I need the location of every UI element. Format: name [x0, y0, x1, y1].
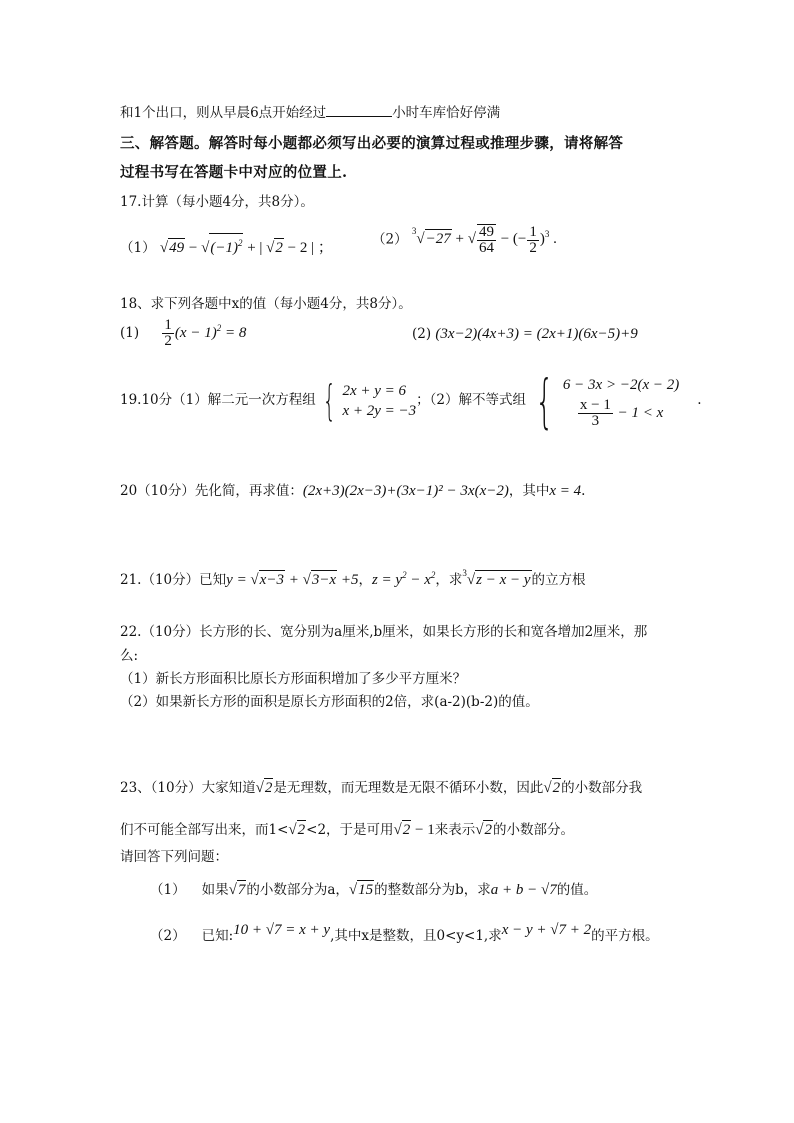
- system2-eq1: 6 − 3x > −2(x − 2): [562, 377, 680, 393]
- q18-part2: [412, 325, 638, 343]
- q17-part1-label: （1）: [120, 240, 156, 256]
- q23-p2-label: （2）: [150, 928, 186, 944]
- q17-part2: [372, 224, 557, 256]
- q20-mid: ，其中: [508, 483, 550, 499]
- q23-p2c: 的平方根。: [591, 928, 659, 944]
- q23-p1a: 如果: [201, 882, 229, 898]
- sqrt2-a: √2: [255, 780, 273, 796]
- q23-expr-eq: 10 + √7 = x + y: [233, 922, 331, 938]
- q21-text: 21.（10分）已知: [120, 572, 227, 588]
- q23-l2a: 们不可能全部写出来，而1<: [120, 822, 289, 838]
- q17-part1-expr: $√49 - √(-1)^2$ + | √2 − 2 | ；: [160, 240, 333, 256]
- sqrt15: √15: [348, 882, 374, 898]
- system1-eq1: 2x + y = 6: [342, 382, 407, 399]
- q23-p1-label: （1）: [150, 882, 186, 898]
- sqrt7: √7: [228, 882, 246, 898]
- q19-line: [120, 366, 702, 435]
- q23-p2a: 已知:: [201, 928, 234, 944]
- q18-title: 18、求下列各题中x的值（每小题4分，共8分）。: [120, 296, 412, 312]
- q17-title: 17.计算（每小题4分，共8分）。: [120, 194, 314, 210]
- q21-end: 的立方根: [531, 572, 586, 588]
- q23-l1c: 的小数部分我: [561, 780, 643, 796]
- sqrt2-minus-1: √2 − 1: [393, 822, 435, 838]
- q21-line: [120, 566, 586, 589]
- q20-cond: x = 4: [549, 483, 582, 499]
- q19-intro: 19.10分（1）解二元一次方程组: [120, 392, 316, 408]
- q18-part1-label: (1): [120, 324, 140, 341]
- left-brace-2: {: [535, 366, 554, 435]
- q23-line2: [120, 820, 574, 839]
- q23-p1c: 的整数部分为b，求: [374, 882, 491, 898]
- q21-expr3: $^3$√z − x − y: [462, 568, 531, 588]
- q23-part1: [150, 880, 597, 899]
- q23-p1d: 的值。: [556, 882, 598, 898]
- q23-expr-ab: a + b − √7: [490, 882, 557, 898]
- q23-expr-xy: x − y + √7 + 2: [501, 922, 592, 938]
- q18-part2-label: (2): [412, 326, 432, 342]
- q22-part2: （2）如果新长方形的面积是原长方形面积的2倍，求(a-2)(b-2)的值。: [120, 694, 539, 710]
- left-brace-1: {: [322, 375, 336, 425]
- q23-line3: 请回答下列问题：: [120, 849, 228, 865]
- q19-end: .: [697, 392, 702, 408]
- q23-p1b: 的小数部分为a，: [246, 882, 349, 898]
- q23-part2: [150, 922, 659, 945]
- q19-mid: ；（2）解不等式组: [416, 392, 527, 408]
- q23-l2d: 的小数部分。: [492, 822, 574, 838]
- q21-expr1: y = √x−3 + √3−x +5: [226, 572, 359, 588]
- section-heading-line2: 过程书写在答题卡中对应的位置上.: [120, 164, 348, 181]
- section-heading-line1: 三、解答题。解答时每小题都必须写出必要的演算过程或推理步骤，请将解答: [120, 135, 624, 152]
- q23-l1b: 是无理数，而无理数是无限不循环小数，因此: [273, 780, 544, 796]
- q22-line2: 么:: [120, 648, 139, 664]
- q17-part1: [120, 233, 333, 257]
- q21-expr2: $z = y^2 - x^2$: [371, 570, 436, 588]
- system1-eq2: x + 2y = −3: [342, 402, 417, 419]
- q18-part2-expr: (3x−2)(4x+3) = (2x+1)(6x−5)+9: [435, 326, 638, 342]
- q23-l2b: <2，于是可用: [306, 822, 394, 838]
- q22-part1: （1）新长方形面积比原长方形面积增加了多少平方厘米？: [120, 671, 467, 687]
- answer-blank: [326, 103, 392, 117]
- q18-part1-expr: $\frac{1}{2}$ $(x - 1)^2 = 8$: [164, 317, 247, 349]
- equation-system-1: [342, 381, 416, 421]
- q20-line: [120, 482, 585, 500]
- q21-sep: ，: [358, 572, 372, 588]
- q22-line1: 22.（10分）长方形的长、宽分别为a厘米,b厘米，如果长方形的长和宽各增加2厘米，那: [120, 624, 648, 640]
- q20-text: 20（10分）先化简，再求值：: [120, 483, 303, 499]
- q18-part1: [120, 318, 246, 349]
- q23-line1: [120, 778, 642, 797]
- q23-l1a: 23、（10分）大家知道: [120, 780, 256, 796]
- q20-expr: (2x+3)(2x−3)+(3x−1)² − 3x(x−2): [302, 483, 509, 499]
- q17-part2-label: （2）: [372, 231, 408, 248]
- q23-p2b: ,其中x是整数，且0<y<1,求: [330, 928, 502, 944]
- q21-mid: ，求: [435, 572, 463, 588]
- carry-over-line: [120, 103, 500, 122]
- sqrt2-d: √2: [475, 822, 492, 838]
- inequality-system: 6 − 3x > −2(x − 2) $\frac{x - 1}{3}$ − 1 < x: [563, 372, 679, 429]
- carry-over-text: 和1个出口，则从早晨6点开始经过: [120, 105, 327, 121]
- q23-l2c: 来表示: [434, 822, 476, 838]
- sqrt2-b: √2: [543, 780, 561, 796]
- q20-end: .: [581, 483, 586, 499]
- carry-over-tail: 小时车库恰好停满: [392, 105, 501, 121]
- sqrt2-c: √2: [288, 822, 306, 838]
- q17-part2-expr: $^3$√−27 + √ $\frac{49}{64}$ − (− $\frac{1}{2}$ )$^3$ .: [411, 223, 557, 256]
